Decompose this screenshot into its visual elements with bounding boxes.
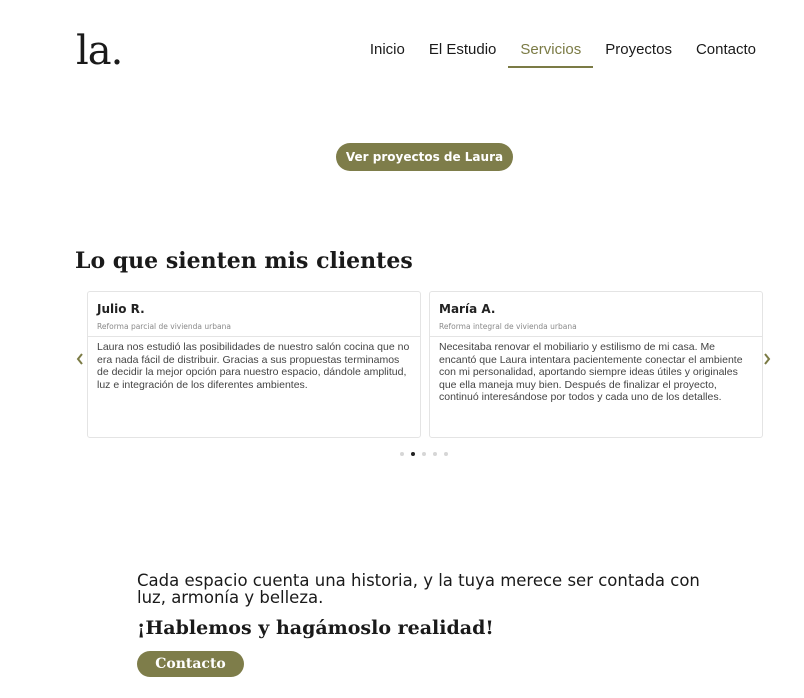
- testimonial-card: [87, 291, 421, 438]
- testimonial-card: [429, 291, 763, 438]
- carousel-dot[interactable]: [444, 452, 448, 456]
- testimonial-name: Julio R.: [97, 302, 145, 316]
- testimonial-text: Necesitaba renovar el mobiliario y estilismo de mi casa. Me encantó que Laura intentara pacientemente conectar el ambiente con mi personalidad, aportando siempre ideas útiles y originales que ella maneja muy bien. Después de finalizar el proyecto, continuó interesándose por todos y cada uno de los detalles.: [439, 341, 743, 403]
- nav-item-servicios[interactable]: Servicios: [508, 41, 593, 68]
- closing-text: Cada espacio cuenta una historia, y la tuya merece ser contada con luz, armonía y belleza.: [137, 571, 700, 607]
- view-projects-button[interactable]: Ver proyectos de Laura: [336, 143, 513, 171]
- nav-item-contacto[interactable]: Contacto: [695, 41, 756, 58]
- testimonial-name: María A.: [439, 302, 496, 316]
- chevron-right-icon[interactable]: [763, 352, 771, 370]
- testimonial-header: [430, 292, 762, 337]
- nav-item-inicio[interactable]: Inicio: [369, 41, 405, 58]
- testimonial-text: Laura nos estudió las posibilidades de nuestro salón cocina que no era nada fácil de distribuir. Gracias a sus propuestas terminamos de decidir la mejor opción para nuestro espacio, dándole amplitud, luz e integración de los diferentes ambientes.: [97, 341, 410, 391]
- nav-item-el-estudio[interactable]: El Estudio: [428, 41, 497, 58]
- testimonial-subtitle: Reforma integral de vivienda urbana: [439, 322, 577, 331]
- carousel-dot[interactable]: [433, 452, 437, 456]
- main-nav: [358, 41, 768, 68]
- closing-headline: ¡Hablemos y hagámoslo realidad!: [137, 617, 494, 639]
- testimonial-subtitle: Reforma parcial de vivienda urbana: [97, 322, 231, 331]
- carousel-dots: [400, 452, 448, 456]
- contact-button[interactable]: Contacto: [137, 651, 244, 677]
- nav-item-proyectos[interactable]: Proyectos: [605, 41, 672, 58]
- chevron-left-icon[interactable]: [76, 352, 84, 370]
- site-logo[interactable]: la.: [76, 28, 123, 74]
- carousel-dot[interactable]: [422, 452, 426, 456]
- carousel-dot[interactable]: [400, 452, 404, 456]
- testimonials-title: Lo que sienten mis clientes: [75, 248, 413, 274]
- testimonial-header: [88, 292, 420, 337]
- carousel-dot-active[interactable]: [411, 452, 415, 456]
